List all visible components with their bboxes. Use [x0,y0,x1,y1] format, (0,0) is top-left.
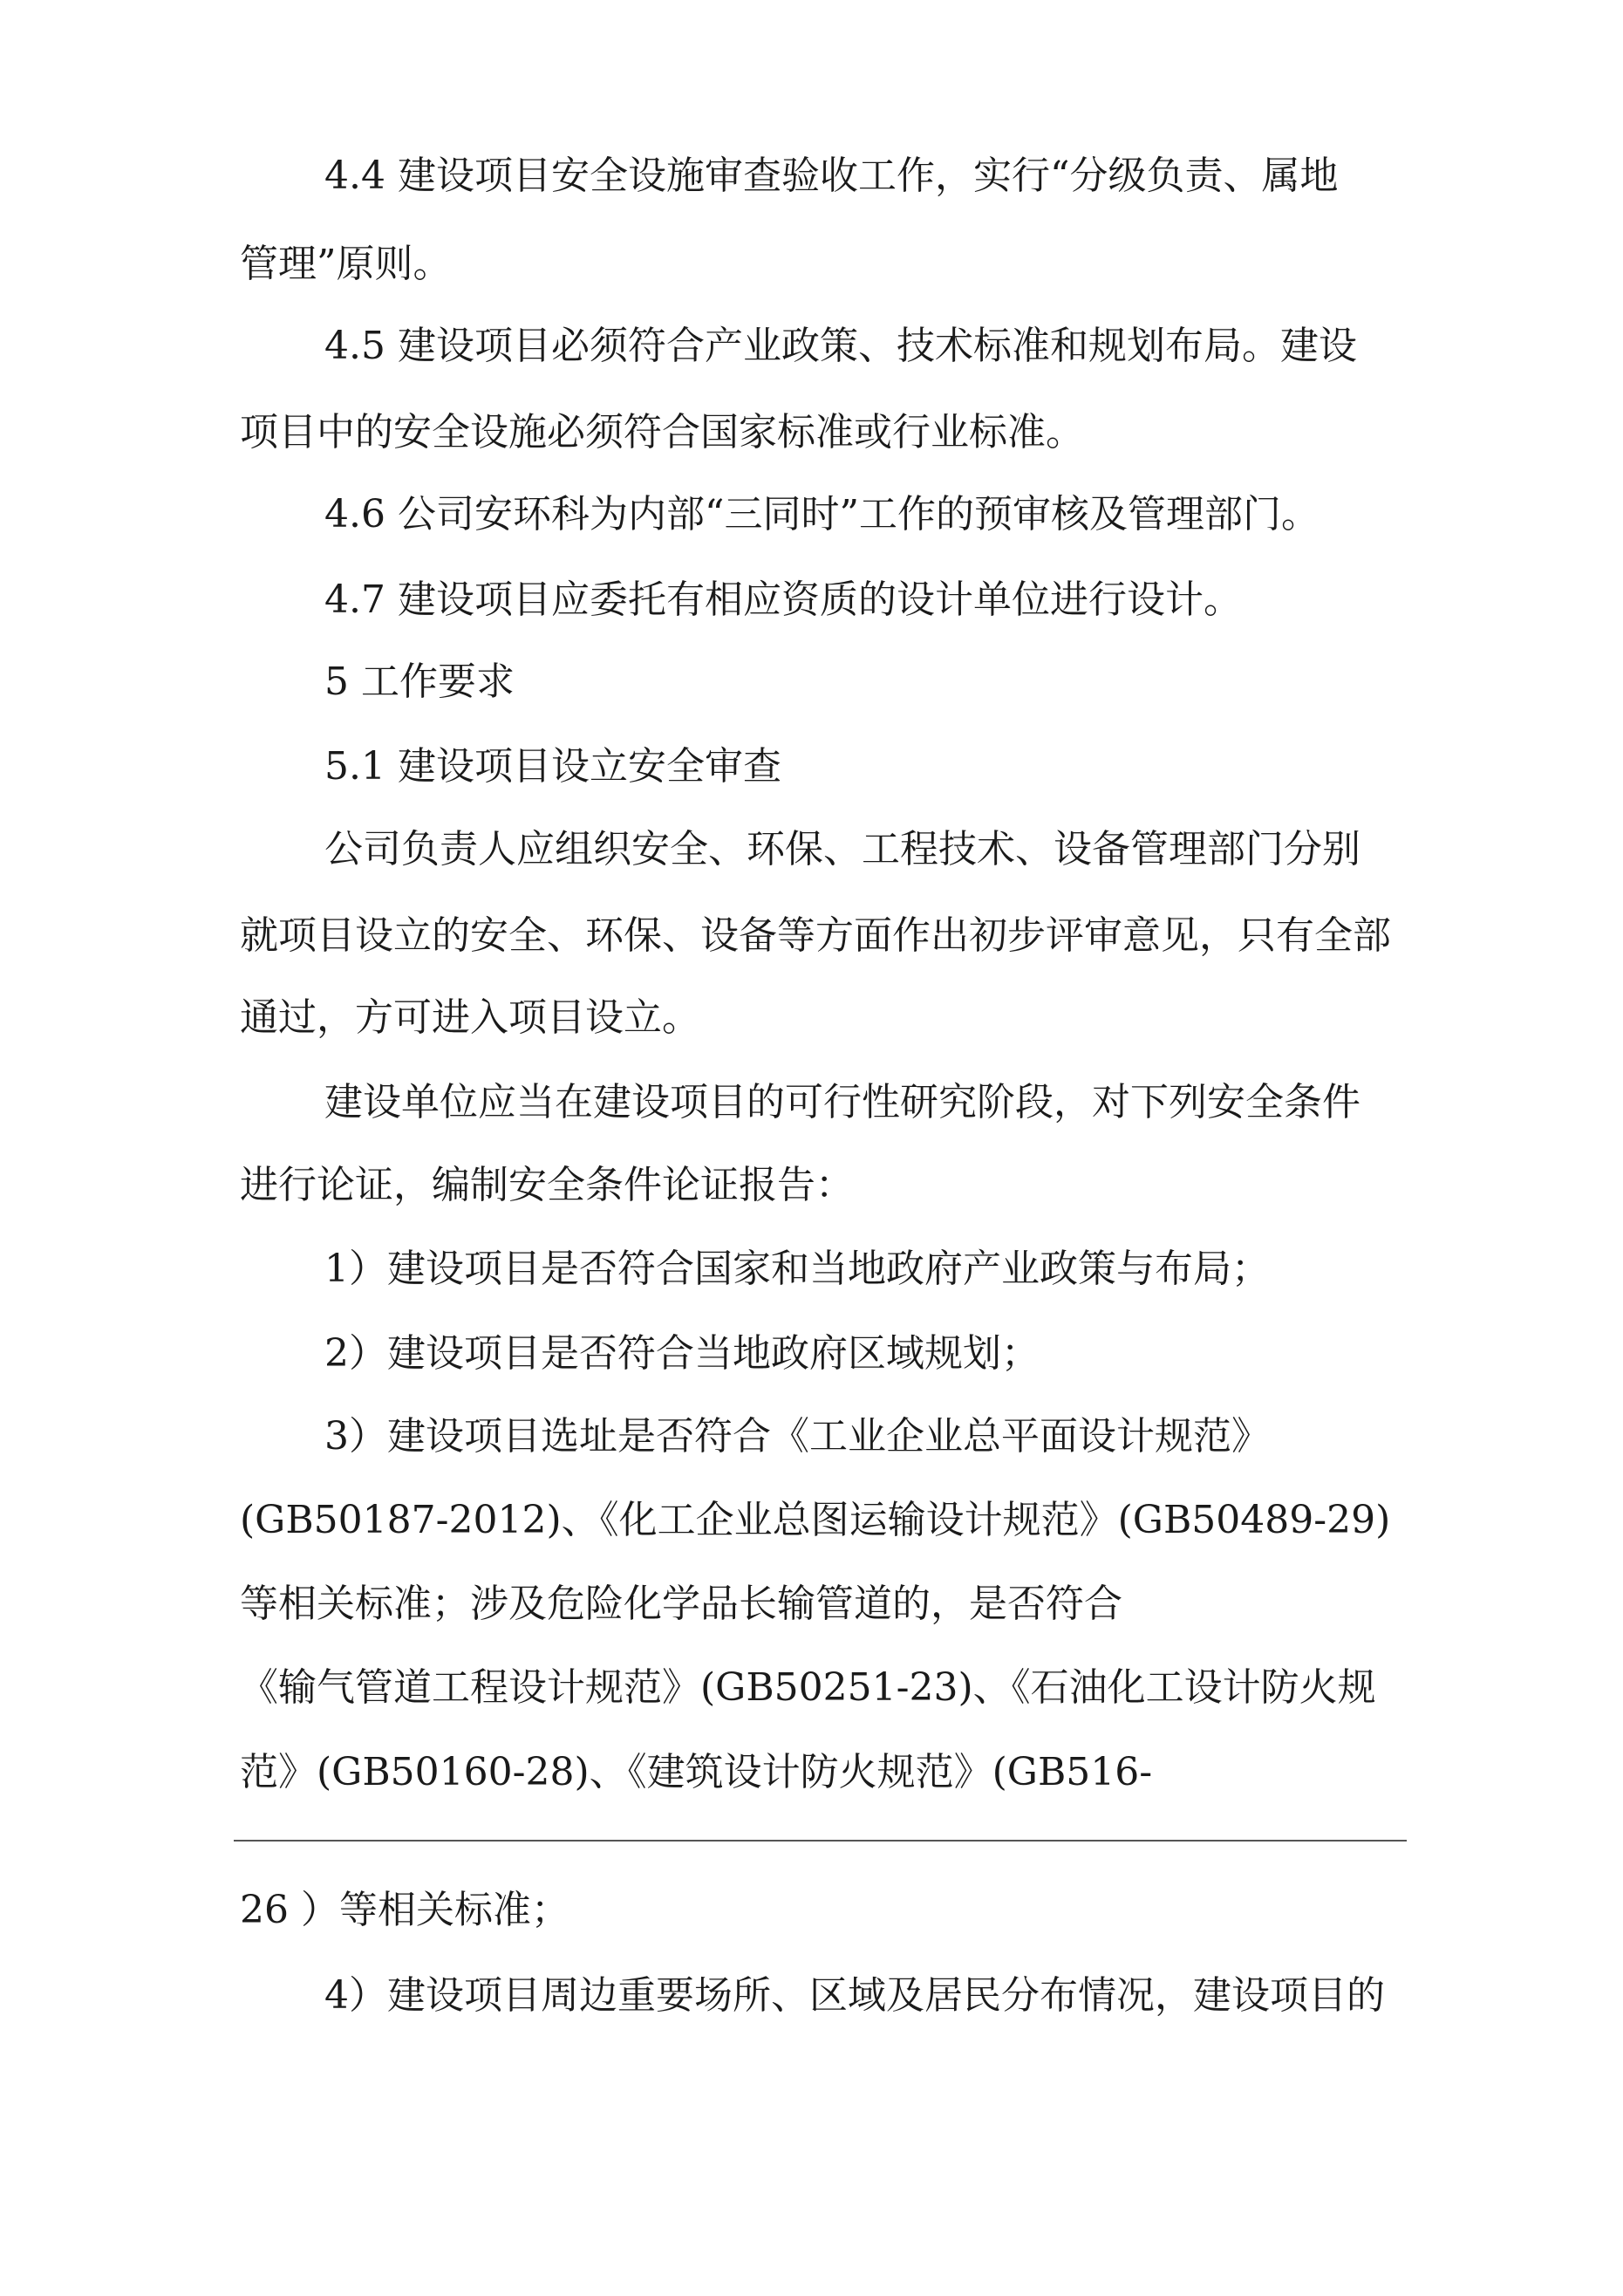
list-item-3-b: (GB50187-2012)、《化工企业总图运输设计规范》(GB50489-29) [240,1498,1391,1542]
text-line-para1-c: 通过，方可进入项目设立。 [240,995,700,1040]
list-item-3-a: 3）建设项目选址是否符合《工业企业总平面设计规范》 [324,1414,1270,1459]
page-divider [234,1840,1407,1842]
text-line-para1-b: 就项目设立的安全、环保、设备等方面作出初步评审意见，只有全部 [240,913,1391,958]
text-line-para1-a: 公司负责人应组织安全、环保、工程技术、设备管理部门分别 [324,827,1360,871]
list-item-3-f: 26 ）等相关标准； [240,1888,569,1932]
list-item-3-d: 《输气管道工程设计规范》(GB50251-23)、《石油化工设计防火规 [240,1665,1376,1710]
list-item-4-a: 4）建设项目周边重要场所、区域及居民分布情况，建设项目的 [324,1973,1385,2018]
text-line-4-7: 4.7 建设项目应委托有相应资质的设计单位进行设计。 [324,577,1242,622]
text-line-4-5-b: 项目中的安全设施必须符合国家标准或行业标准。 [240,410,1084,454]
text-line-4-5-a: 4.5 建设项目必须符合产业政策、技术标准和规划布局。建设 [324,324,1357,368]
text-line-4-6: 4.6 公司安环科为内部“三同时”工作的预审核及管理部门。 [324,492,1320,536]
section-heading-5-1: 5.1 建设项目设立安全审查 [324,744,781,789]
section-heading-5: 5 工作要求 [324,659,515,704]
text-line-4-4-b: 管理”原则。 [240,242,452,286]
list-item-2: 2）建设项目是否符合当地政府区域规划； [324,1331,1040,1376]
list-item-3-c: 等相关标准；涉及危险化学品长输管道的，是否符合 [240,1582,1122,1626]
list-item-1: 1）建设项目是否符合国家和当地政府产业政策与布局； [324,1247,1270,1291]
text-line-para2-b: 进行论证，编制安全条件论证报告： [240,1163,854,1207]
text-line-4-4-a: 4.4 建设项目安全设施审查验收工作，实行“分级负责、属地 [324,154,1339,198]
list-item-3-e: 范》(GB50160-28)、《建筑设计防火规范》(GB516- [240,1750,1153,1794]
text-line-para2-a: 建设单位应当在建设项目的可行性研究阶段，对下列安全条件 [324,1080,1360,1124]
